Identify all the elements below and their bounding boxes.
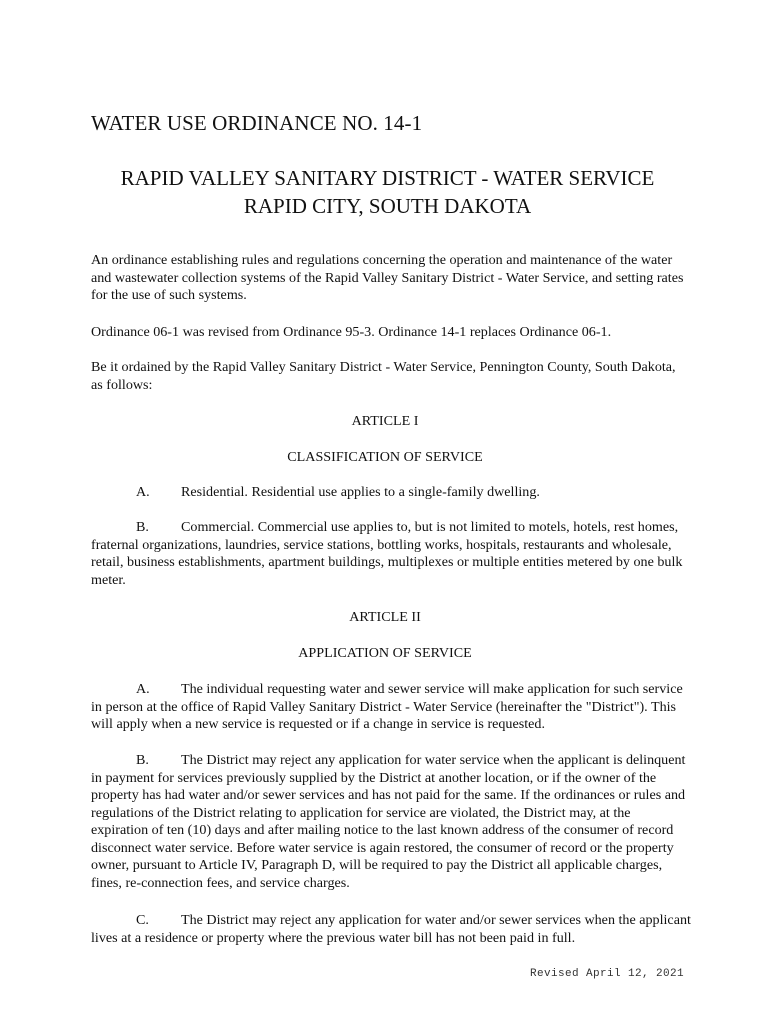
item-text: Commercial. Commercial use applies to, but is not limited to motels, hotels, rest homes, fraternal organizations, laundries, service stations, bottling works, hospitals, restaurants and wholesale, retail, business establishments, apartment buildings, multiplexes or multiple entities metered by one bulk meter.: [91, 519, 683, 588]
item-letter: A.: [136, 681, 150, 697]
item-letter: B.: [136, 752, 149, 768]
item-letter: C.: [136, 912, 149, 928]
article-1-item-b: [91, 519, 691, 589]
article-1-item-a: [91, 484, 691, 502]
revision-date-footer: Revised April 12, 2021: [529, 968, 684, 980]
item-text: The District may reject any application for water service when the applicant is delinquent in payment for services previously supplied by the District at another location, or if the owner of the property has had water and/or sewer services and has not paid for the same. If the ordinances or rules and regulations of the District relating to application for service are violated, the District may, at the expiration of ten (10) days and after mailing notice to the last known address of the consumer of record disconnect water service. Before water service is again restored, the consumer of record or the property owner, pursuant to Article IV, Paragraph D, will be required to pay the District all applicable charges, fines, re-connection fees, and service charges.: [91, 752, 686, 891]
article-1-subheading: CLASSIFICATION OF SERVICE: [287, 449, 483, 465]
item-text: Residential. Residential use applies to a single-family dwelling.: [181, 484, 540, 500]
item-letter: B.: [136, 519, 149, 535]
article-2-item-a: [91, 681, 691, 734]
revision-paragraph: Ordinance 06-1 was revised from Ordinance 95-3. Ordinance 14-1 replaces Ordinance 06-1.: [91, 324, 612, 340]
article-1-heading: ARTICLE I: [351, 413, 419, 429]
item-text: The individual requesting water and sewer service will make application for such service in person at the office of Rapid Valley Sanitary District - Water Service (hereinafter the "District"). This will apply when a new service is requested or if a change in service is requested.: [91, 681, 683, 732]
article-2-item-b: [91, 752, 691, 892]
item-text: The District may reject any application for water and/or sewer services when the applicant lives at a residence or property where the previous water bill has not been paid in full.: [91, 912, 691, 946]
ordinance-title: WATER USE ORDINANCE NO. 14-1: [91, 111, 423, 135]
district-name: RAPID VALLEY SANITARY DISTRICT - WATER SERVICE: [120, 166, 655, 190]
article-2-item-c: [91, 912, 691, 947]
district-heading: [70, 164, 705, 220]
article-2-subheading: APPLICATION OF SERVICE: [298, 645, 472, 661]
article-2-heading: ARTICLE II: [349, 609, 421, 625]
intro-paragraph: An ordinance establishing rules and regulations concerning the operation and maintenance of the water and wastewater collection systems of the Rapid Valley Sanitary District - Water Service, and setting rates for the use of such systems.: [91, 252, 684, 303]
item-letter: A.: [136, 484, 150, 500]
district-location: RAPID CITY, SOUTH DAKOTA: [243, 194, 532, 218]
ordained-paragraph: Be it ordained by the Rapid Valley Sanitary District - Water Service, Pennington County, South Dakota, as follows:: [91, 359, 676, 393]
